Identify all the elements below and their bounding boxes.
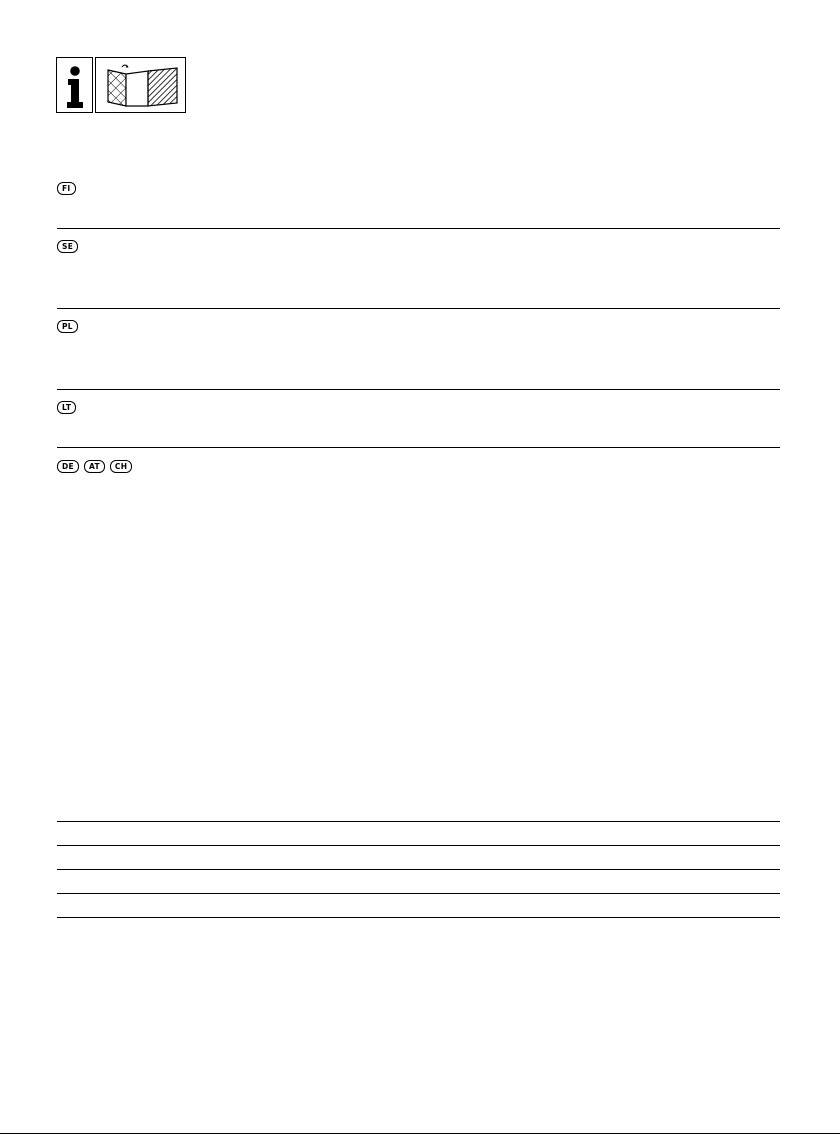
country-code-badge: DE bbox=[57, 460, 79, 473]
language-section-fi bbox=[57, 182, 76, 195]
page-edge-line bbox=[0, 1133, 840, 1134]
table-rule bbox=[57, 869, 780, 870]
section-divider bbox=[57, 447, 780, 448]
fold-out-manual-icon bbox=[95, 57, 186, 113]
table-rule bbox=[57, 821, 780, 822]
country-code-badge: LT bbox=[57, 401, 76, 414]
language-section-pl bbox=[57, 320, 78, 333]
country-code-badge: PL bbox=[57, 320, 78, 333]
country-code-badge: FI bbox=[57, 182, 76, 195]
info-icon bbox=[56, 57, 93, 113]
language-section-se bbox=[57, 240, 78, 253]
section-divider bbox=[57, 228, 780, 229]
section-divider bbox=[57, 389, 780, 390]
table-rule bbox=[57, 845, 780, 846]
table-rule bbox=[57, 917, 780, 918]
language-section-de-at-ch bbox=[57, 460, 132, 473]
language-section-lt bbox=[57, 401, 76, 414]
country-code-badge: AT bbox=[84, 460, 105, 473]
section-divider bbox=[57, 308, 780, 309]
table-rule bbox=[57, 893, 780, 894]
country-code-badge: SE bbox=[57, 240, 78, 253]
country-code-badge: CH bbox=[110, 460, 132, 473]
